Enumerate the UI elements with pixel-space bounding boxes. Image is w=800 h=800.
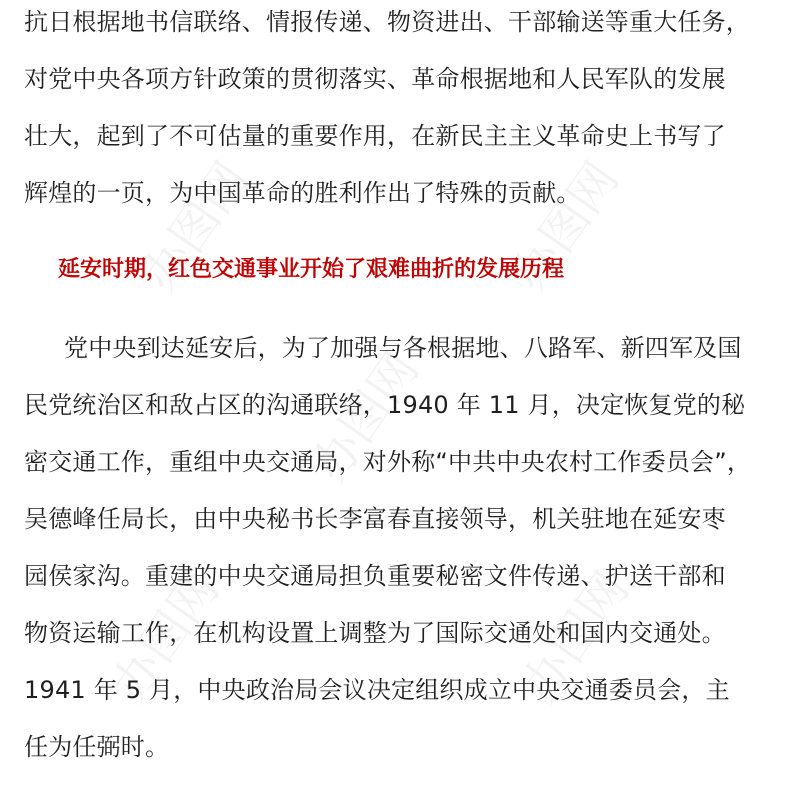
- text-line: 对党中央各项方针政策的贯彻落实、革命根据地和人民军队的发展: [24, 65, 726, 93]
- text-line: 壮大，起到了不可估量的重要作用，在新民主主义革命史上书写了: [24, 122, 726, 150]
- text-line: 1941 年 5 月，中央政治局会议决定组织成立中央交通委员会，主: [24, 676, 730, 704]
- text-line: 抗日根据地书信联络、情报传递、物资进出、干部输送等重大任务，: [24, 8, 750, 36]
- watermark: 办图网: [301, 342, 430, 493]
- watermark: 办图网: [501, 152, 630, 303]
- watermark: 办图网: [131, 152, 260, 303]
- body-paragraph: [24, 320, 784, 776]
- text-line: 辉煌的一页，为中国革命的胜利作出了特殊的贡献。: [24, 179, 581, 207]
- text-line: 物资运输工作，在机构设置上调整为了国际交通处和国内交通处。: [24, 619, 726, 647]
- text-line: 园侯家沟。重建的中央交通局担负重要秘密文件传递、护送干部和: [24, 562, 726, 590]
- text-line: 民党统治区和敌占区的沟通联络，1940 年 11 月，决定恢复党的秘: [24, 391, 746, 419]
- text-line: 任为任弼时。: [24, 733, 170, 761]
- top-paragraph: [24, 0, 784, 222]
- text-line: 党中央到达延安后，为了加强与各根据地、八路军、新四军及国: [64, 334, 742, 362]
- text-line: 密交通工作，重组中央交通局，对外称“中共中央农村工作委员会”，: [24, 448, 752, 476]
- watermark: 办图网: [101, 562, 230, 713]
- text-line: 吴德峰任局长，由中央秘书长李富春直接领导，机关驻地在延安枣: [24, 505, 726, 533]
- watermark: 办图网: [511, 562, 640, 713]
- section-heading: 延安时期，红色交通事业开始了艰难曲折的发展历程: [58, 257, 565, 282]
